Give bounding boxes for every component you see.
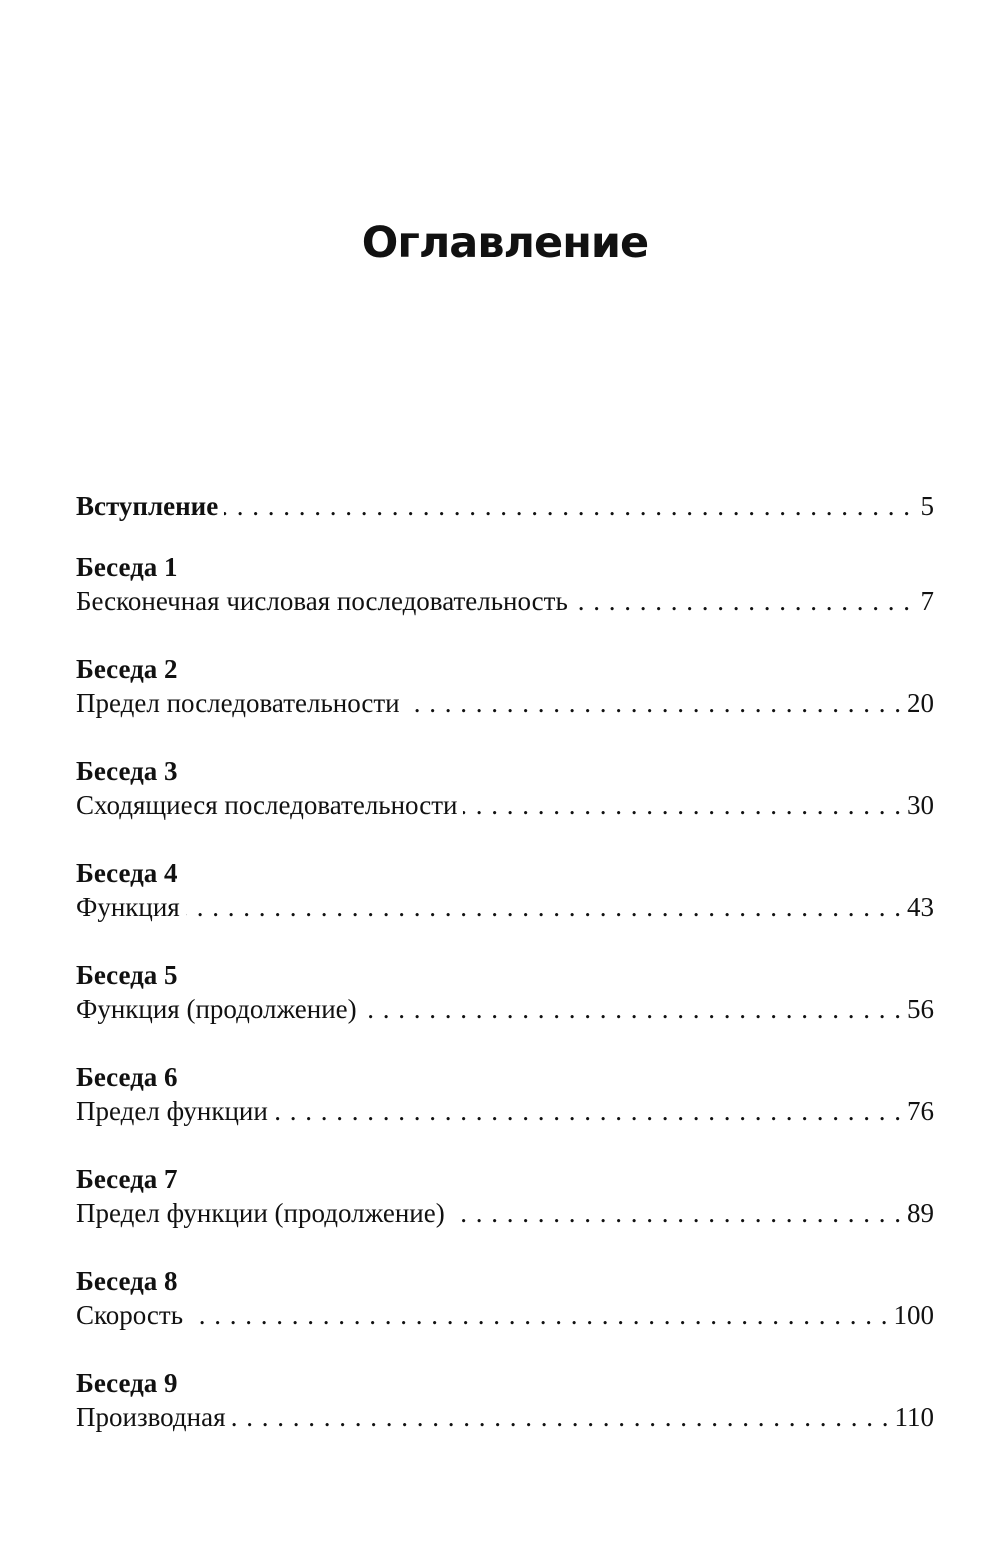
page-number: 7 xyxy=(920,586,934,616)
conversation-label: Беседа 8 xyxy=(76,1266,178,1296)
dot-leader xyxy=(189,1298,887,1332)
conversation-label: Беседа 3 xyxy=(76,756,178,786)
toc-line xyxy=(76,1094,934,1128)
page-number: 56 xyxy=(907,994,934,1024)
conversation-label: Беседа 5 xyxy=(76,960,178,990)
toc-line xyxy=(76,584,934,618)
dot-leader xyxy=(451,1196,901,1230)
entry-title: Производная xyxy=(76,1402,226,1432)
dot-leader xyxy=(224,489,910,523)
toc-line xyxy=(76,489,934,523)
toc-entry-conversation-5[interactable] xyxy=(76,958,934,1060)
entry-title: Функция xyxy=(76,892,180,922)
toc-line xyxy=(76,1196,934,1230)
toc-entry-conversation-8[interactable] xyxy=(76,1264,934,1366)
toc-entry-conversation-4[interactable] xyxy=(76,856,934,958)
conversation-label: Беседа 1 xyxy=(76,552,178,582)
page-title: Оглавление xyxy=(361,218,649,268)
conversation-label: Беседа 4 xyxy=(76,858,178,888)
page-number: 110 xyxy=(894,1402,934,1432)
toc-line xyxy=(76,686,934,720)
toc-entry-conversation-6[interactable] xyxy=(76,1060,934,1162)
page-number: 5 xyxy=(920,491,934,521)
page-number: 20 xyxy=(907,688,934,718)
conversation-label: Беседа 9 xyxy=(76,1368,178,1398)
toc-line xyxy=(76,890,934,924)
dot-leader xyxy=(406,686,901,720)
dot-leader xyxy=(186,890,901,924)
dot-leader xyxy=(574,584,910,618)
page-number: 89 xyxy=(907,1198,934,1228)
conversation-label: Беседа 2 xyxy=(76,654,178,684)
toc-entry-conversation-9[interactable] xyxy=(76,1366,934,1468)
toc-entry-conversation-2[interactable] xyxy=(76,652,934,754)
dot-leader xyxy=(274,1094,901,1128)
toc-line xyxy=(76,788,934,822)
entry-title: Сходящиеся последовательности xyxy=(76,790,458,820)
toc-entry-conversation-7[interactable] xyxy=(76,1162,934,1264)
conversation-label: Беседа 7 xyxy=(76,1164,178,1194)
entry-title: Предел функции (продолжение) xyxy=(76,1198,445,1228)
toc-line xyxy=(76,992,934,1026)
toc-entry-conversation-3[interactable] xyxy=(76,754,934,856)
entry-title: Предел функции xyxy=(76,1096,268,1126)
page-number: 100 xyxy=(893,1300,934,1330)
entry-title: Предел последовательности xyxy=(76,688,400,718)
entry-title: Функция (продолжение) xyxy=(76,994,357,1024)
toc-line xyxy=(76,1298,934,1332)
entry-title: Вступление xyxy=(76,491,219,521)
toc-entry-conversation-1[interactable] xyxy=(76,550,934,652)
toc-entry-intro[interactable] xyxy=(76,483,934,550)
toc-line xyxy=(76,1400,934,1434)
page-number: 43 xyxy=(907,892,934,922)
dot-leader xyxy=(363,992,901,1026)
entry-title: Бесконечная числовая последовательность xyxy=(76,586,568,616)
page-number: 76 xyxy=(907,1096,934,1126)
page-number: 30 xyxy=(907,790,934,820)
dot-leader xyxy=(232,1400,889,1434)
dot-leader xyxy=(463,788,901,822)
table-of-contents xyxy=(76,483,934,1468)
entry-title: Скорость xyxy=(76,1300,184,1330)
conversation-label: Беседа 6 xyxy=(76,1062,178,1092)
